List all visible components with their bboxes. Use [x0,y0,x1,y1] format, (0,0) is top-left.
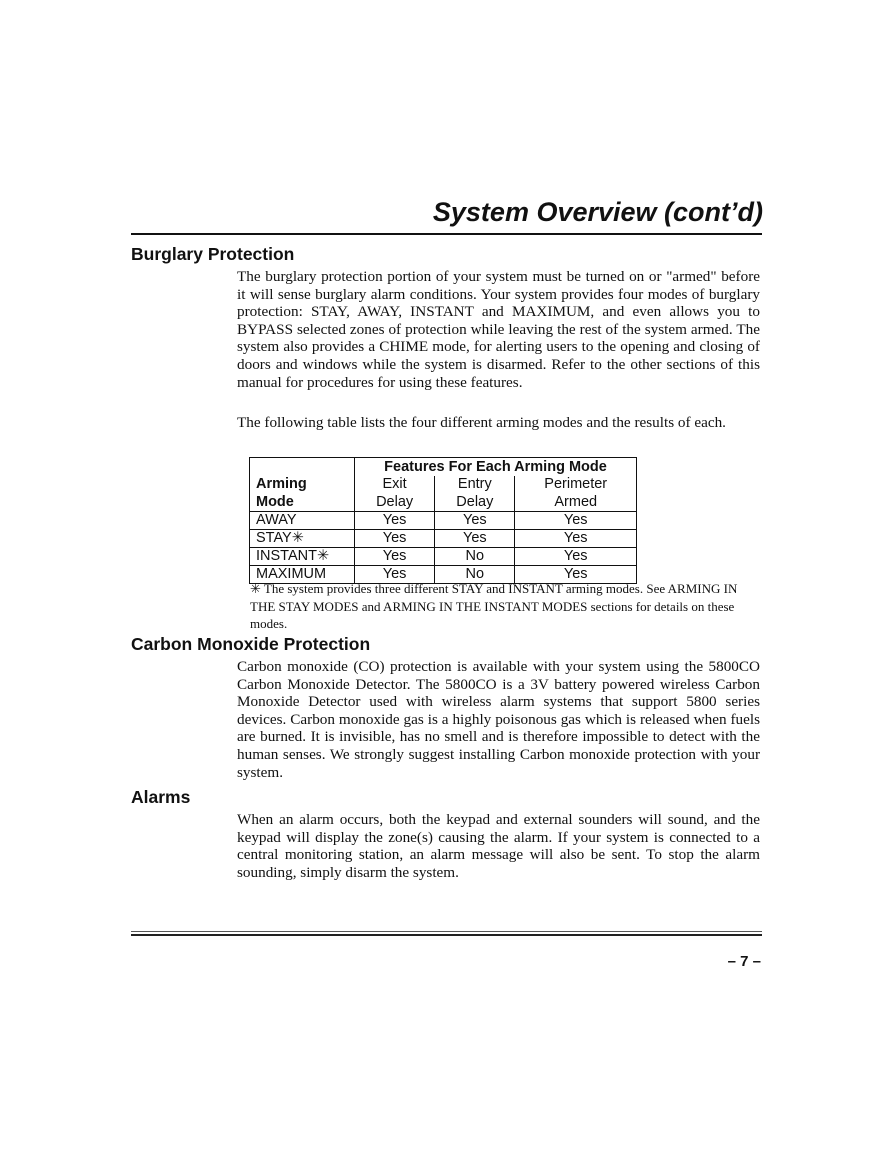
mode-cell: MAXIMUM [250,566,355,584]
column-header-perimeter: Perimeter [515,476,637,493]
footer-divider-thick [131,934,762,936]
burglary-paragraph: The burglary protection portion of your system must be turned on or "armed" before it will sense burglary alarm conditions. Your system provides four modes of burglary protection: STAY, AWAY, INSTANT and MAXIMUM, and even allows you to BYPASS selected zones of protection while leaving the rest of the system armed. The system also provides a CHIME mode, for alerting users to the opening and closing of doors and windows while the system is disarmed. Refer to the other sections of this manual for procedures for using these features. [237,268,760,391]
mode-cell: AWAY [250,512,355,530]
entry-delay-cell: No [435,548,515,566]
mode-cell: INSTANT✳ [250,548,355,566]
exit-delay-cell: Yes [355,548,435,566]
perimeter-armed-cell: Yes [515,512,637,530]
perimeter-armed-cell: Yes [515,530,637,548]
section-heading-burglary: Burglary Protection [131,244,295,264]
alarms-paragraph: When an alarm occurs, both the keypad and external sounders will sound, and the keypad will display the zone(s) causing the alarm. If your system is connected to a central monitoring station, an alarm message will also be sent. To stop the alarm sounding, simply disarm the system. [237,811,760,881]
table-group-header: Features For Each Arming Mode [355,458,637,477]
arming-modes-table [249,457,637,584]
table-header-blank [250,458,355,477]
section-heading-carbon-monoxide: Carbon Monoxide Protection [131,634,371,654]
column-header-perimeter-armed: Armed [515,493,637,512]
column-header-exit-delay: Delay [355,493,435,512]
page-number: – 7 – [727,953,761,970]
column-header-entry: Entry [435,476,515,493]
page-title: System Overview (cont’d) [432,197,763,227]
mode-cell: STAY✳ [250,530,355,548]
carbon-monoxide-paragraph: Carbon monoxide (CO) protection is available with your system using the 5800CO Carbon Monoxide Detector. The 5800CO is a 3V battery powered wireless Carbon Monoxide Detector used with wireless alarm systems that support 5800 series devices. Carbon monoxide gas is a highly poisonous gas which is released when fuels are burned. It is invisible, has no smell and is therefore impossible to detect with the human senses. We strongly suggest installing Carbon monoxide protection with your system. [237,658,760,781]
entry-delay-cell: Yes [435,512,515,530]
table-row [250,548,637,566]
exit-delay-cell: Yes [355,566,435,584]
column-header-exit: Exit [355,476,435,493]
entry-delay-cell: Yes [435,530,515,548]
exit-delay-cell: Yes [355,512,435,530]
table-footnote: ✳ The system provides three different STAY and INSTANT arming modes. See ARMING IN THE STAY MODES and ARMING IN THE INSTANT MODES sections for details on these modes. [250,581,738,631]
table-intro-paragraph: The following table lists the four different arming modes and the results of each. [237,414,726,431]
exit-delay-cell: Yes [355,530,435,548]
section-heading-alarms: Alarms [131,787,191,807]
column-header-entry-delay: Delay [435,493,515,512]
title-divider [131,233,762,235]
column-header-arming: Arming [250,476,355,493]
column-header-mode: Mode [250,493,355,512]
perimeter-armed-cell: Yes [515,548,637,566]
footer-divider-thin [131,931,762,932]
perimeter-armed-cell: Yes [515,566,637,584]
entry-delay-cell: No [435,566,515,584]
table-row [250,530,637,548]
table-row [250,512,637,530]
